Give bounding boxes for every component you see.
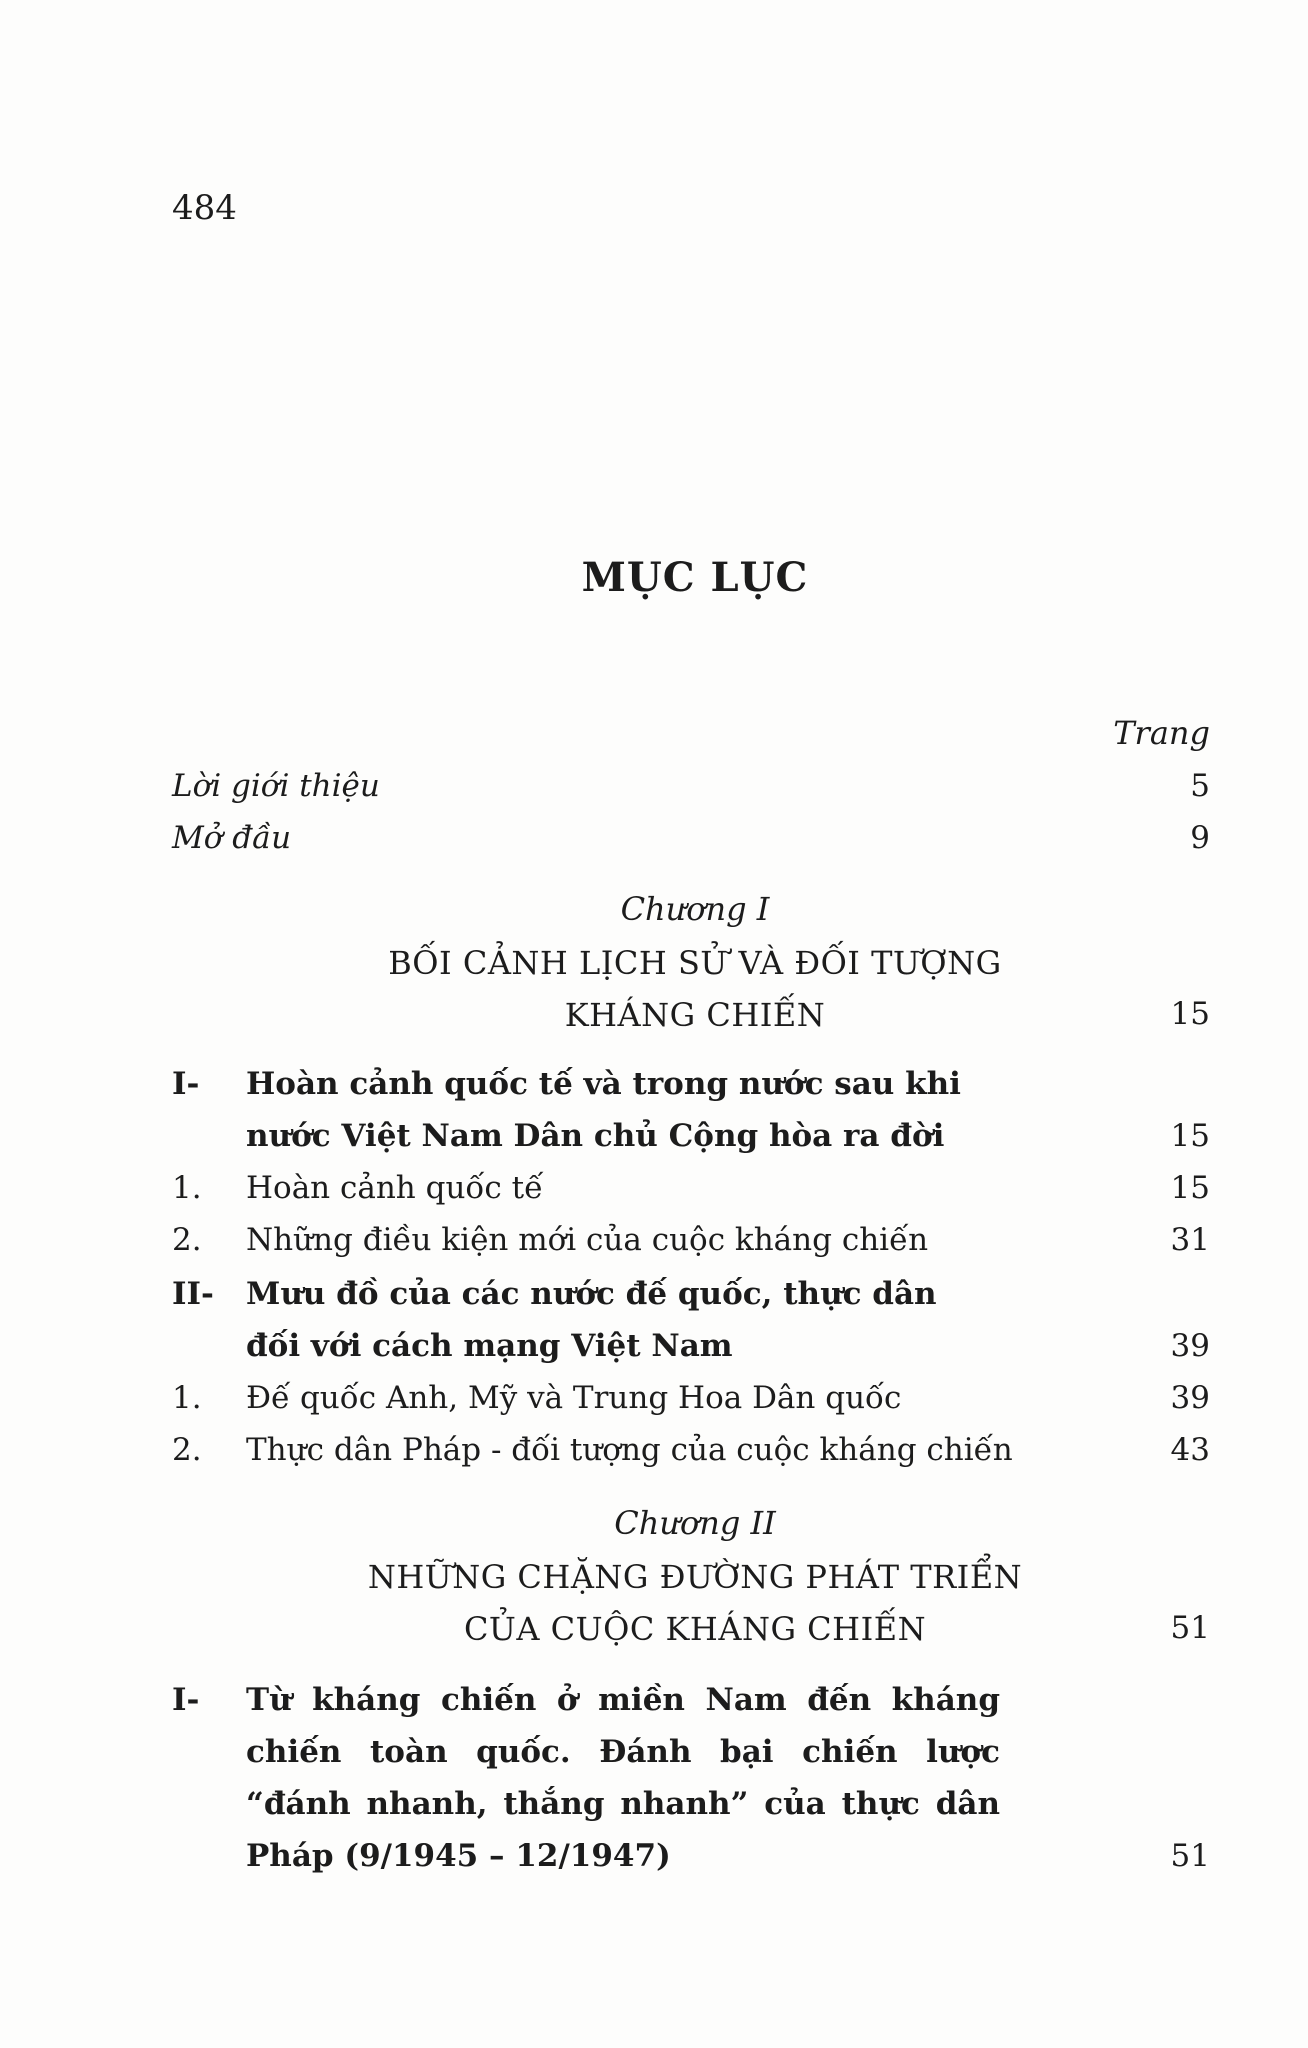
toc-entry-text: Mở đầu [172,820,292,856]
page-number: 484 [172,188,237,228]
item-page: 31 [1170,1222,1210,1258]
toc-entry-page: 5 [1190,768,1210,804]
item-number: 2. [172,1432,202,1468]
toc-entry-preface[interactable] [172,820,1210,872]
toc-item[interactable] [172,1222,1210,1274]
item-page: 39 [1170,1380,1210,1416]
item-text: Thực dân Pháp - đối tượng của cuộc kháng chiến [246,1432,1013,1468]
section-page: 39 [1170,1328,1210,1364]
chapter-2-label: Chương II [614,1504,776,1542]
chapter-1-page: 15 [1170,996,1210,1032]
page-column-header: Trang [1113,714,1210,752]
item-page: 43 [1170,1432,1210,1468]
section-title-line2: chiến toàn quốc. Đánh bại chiến lược [246,1734,1000,1770]
section-number: I- [172,1066,200,1102]
item-text: Hoàn cảnh quốc tế [246,1170,544,1206]
toc-item[interactable] [172,1432,1210,1484]
chapter-2-title-line2: CỦA CUỘC KHÁNG CHIẾN [463,1610,927,1648]
section-number: I- [172,1682,200,1718]
section-title-line4: Pháp (9/1945 – 12/1947) [246,1838,671,1874]
item-number: 2. [172,1222,202,1258]
toc-entry-page: 9 [1190,820,1210,856]
toc-item[interactable] [172,1380,1210,1432]
toc-title: MỤC LỤC [581,554,809,601]
chapter-1-title-line1: BỐI CẢNH LỊCH SỬ VÀ ĐỐI TƯỢNG [388,944,1002,982]
section-title-line2: nước Việt Nam Dân chủ Cộng hòa ra đời [246,1118,945,1154]
toc-section-1-2[interactable] [172,1276,1210,1328]
toc-entry-text: Lời giới thiệu [172,768,380,804]
section-number: II- [172,1276,214,1312]
toc-entry-intro[interactable] [172,768,1210,820]
toc-item[interactable] [172,1170,1210,1222]
section-title-line1: Hoàn cảnh quốc tế và trong nước sau khi [246,1066,961,1102]
item-number: 1. [172,1170,202,1206]
chapter-2-page: 51 [1170,1610,1210,1646]
toc-section-2-1-cont[interactable] [172,1838,1210,1890]
section-title-line3: “đánh nhanh, thắng nhanh” của thực dân [246,1786,1000,1822]
section-title-line1: Từ kháng chiến ở miền Nam đến kháng [246,1682,1000,1718]
section-title-line1: Mưu đồ của các nước đế quốc, thực dân [246,1276,937,1312]
section-title-line2: đối với cách mạng Việt Nam [246,1328,733,1364]
item-text: Đế quốc Anh, Mỹ và Trung Hoa Dân quốc [246,1380,902,1416]
toc-section-1-1-cont[interactable] [172,1118,1210,1170]
item-text: Những điều kiện mới của cuộc kháng chiến [246,1222,929,1258]
toc-section-1-1[interactable] [172,1066,1210,1118]
item-page: 15 [1170,1170,1210,1206]
item-number: 1. [172,1380,202,1416]
toc-section-1-2-cont[interactable] [172,1328,1210,1380]
chapter-1-label: Chương I [620,890,770,928]
section-page: 51 [1170,1838,1210,1874]
chapter-2-title-line1: NHỮNG CHẶNG ĐƯỜNG PHÁT TRIỂN [367,1558,1023,1596]
section-page: 15 [1170,1118,1210,1154]
chapter-1-title-line2: KHÁNG CHIẾN [564,996,826,1034]
